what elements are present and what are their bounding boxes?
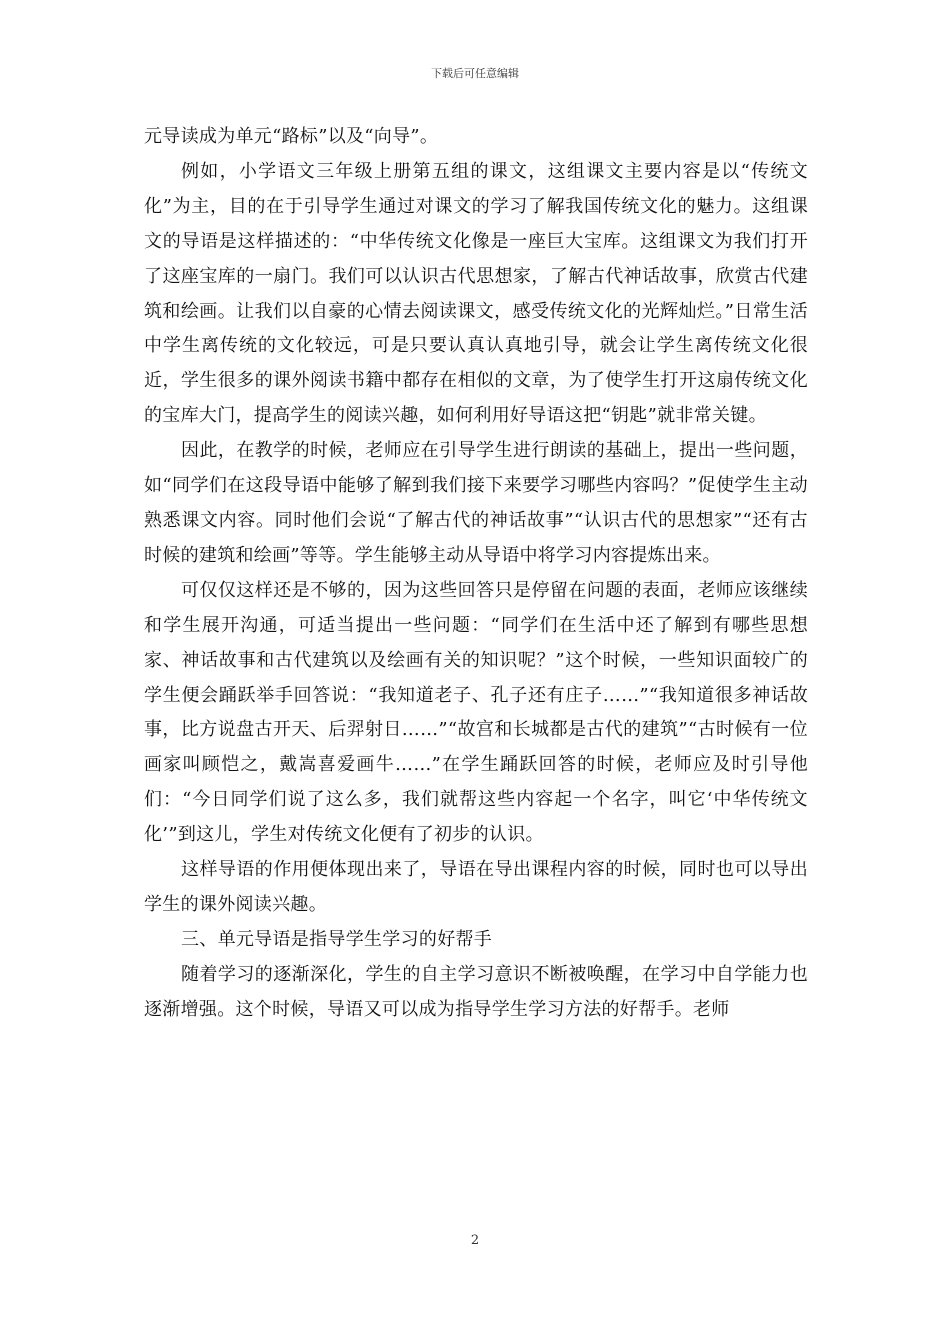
section-heading: 三、单元导语是指导学生学习的好帮手 xyxy=(181,928,493,950)
paragraph: 这样导语的作用便体现出来了，导语在导出课程内容的时候，同时也可以导出学生的课外阅读兴趣。 xyxy=(144,859,808,915)
document-body xyxy=(144,120,808,1028)
paragraph: 随着学习的逐渐深化，学生的自主学习意识不断被唤醒，在学习中自学能力也逐渐增强。这个时候，导语又可以成为指导学生学习方法的好帮手。老师 xyxy=(144,963,808,1020)
paragraph: 例如，小学语文三年级上册第五组的课文，这组课文主要内容是以“传统文化”为主，目的在于引导学生通过对课文的学习了解我国传统文化的魅力。这组课文的导语是这样描述的：“中华传统文化像是一座巨大宝库。这组课文为我们打开了这座宝库的一扇门。我们可以认识古代思想家，了解古代神话故事，欣赏古代建筑和绘画。让我们以自豪的心情去阅读课文，感受传统文化的光辉灿烂。”日常生活中学生离传统的文化较远，可是只要认真认真地引导，就会让学生离传统文化很近，学生很多的课外阅读书籍中都存在相似的文章，为了使学生打开这扇传统文化的宝库大门，提高学生的阅读兴趣，如何利用好导语这把“钥匙”就非常关键。 xyxy=(144,160,808,427)
paragraph: 因此，在教学的时候，老师应在引导学生进行朗读的基础上，提出一些问题，如“同学们在这段导语中能够了解到我们接下来要学习哪些内容吗？”促使学生主动熟悉课文内容。同时他们会说“了解古代的神话故事”“认识古代的思想家”“还有古时候的建筑和绘画”等等。学生能够主动从导语中将学习内容提炼出来。 xyxy=(144,440,808,566)
page-header: 下载后可任意编辑 xyxy=(431,67,519,80)
paragraph: 可仅仅这样还是不够的，因为这些回答只是停留在问题的表面，老师应该继续和学生展开沟通，可适当提出一些问题：“同学们在生活中还了解到有哪些思想家、神话故事和古代建筑以及绘画有关的知识呢？”这个时候，一些知识面较广的学生便会踊跃举手回答说：“我知道老子、孔子还有庄子……”“我知道很多神话故事，比方说盘古开天、后羿射日……”“故宫和长城都是古代的建筑”“古时候有一位画家叫顾恺之，戴嵩喜爱画牛……”在学生踊跃回答的时候，老师应及时引导他们：“今日同学们说了这么多，我们就帮这些内容起一个名字，叫它‘中华传统文化’”到这儿，学生对传统文化便有了初步的认识。 xyxy=(144,579,808,846)
page-number: 2 xyxy=(470,1233,480,1248)
paragraph-continuation: 元导读成为单元“路标”以及“向导”。 xyxy=(144,126,439,147)
